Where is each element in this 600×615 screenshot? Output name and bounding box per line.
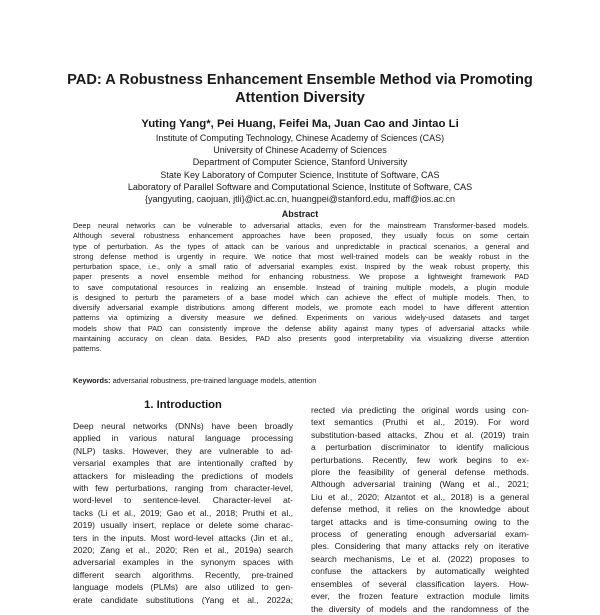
body-line: versarial examples that are intentionally crafted by (73, 458, 293, 469)
body-line: ples. Considering that many attacks rely on iterative (311, 541, 529, 552)
body-line: Although adversarial training (Wang et al., 2021; (311, 479, 529, 490)
body-line: a perturbation discriminator to identify malicious (311, 442, 529, 453)
abstract-line: patterns via optimizing a diversity measure we defined. Experiments on various widely-used datasets and target (73, 313, 529, 323)
affiliation-line: University of Chinese Academy of Sciences (213, 145, 387, 156)
body-line: erate candidate substitutions (Yang et al., 2022a; (73, 594, 293, 605)
keywords-label: Keywords: (73, 376, 111, 385)
abstract-line: models show that PAD can consistently improve the defense ability against many types of adversarial attacks while (73, 323, 529, 333)
affiliation-line: Institute of Computing Technology, Chinese Academy of Sciences (CAS) (155, 133, 445, 143)
body-line: different search algorithms. Recently, pre-trained (73, 569, 293, 580)
author-list: Yuting Yang*, Pei Huang, Feifei Ma, Juan Cao and Jintao Li (141, 118, 459, 130)
body-line: 2020; Zang et al., 2020; Ren et al., 2019a) search (73, 545, 293, 556)
abstract-line: perturbation space, i.e., only a small ratio of adversarial examples exist. Inspired by the weak robust property, this (73, 262, 529, 271)
affiliation-line: Department of Computer Science, Stanford University (192, 157, 408, 168)
body-line: ensembles of several classification layers. How- (311, 578, 529, 589)
body-line: perturbations. Recently, few work begins to ex- (311, 454, 529, 465)
body-line: Liu et al., 2020; Alzantot et al., 2018) is a general (311, 491, 529, 502)
title-line: Attention Diversity (235, 90, 365, 106)
abstract-line: type of perturbation. As the types of attack can be various and unpredictable in practical scenarios, a general and (73, 241, 529, 251)
body-line: substitution-based attacks, Zhou et al. (2019) train (311, 429, 529, 440)
abstract-line: maintaining accuracy on clean data. Besides, PAD also presents good interpretability via visualizing diverse attention (73, 333, 529, 343)
abstract-line: strong defense method is urgently in require. We notice that most well-trained models can be weakly robust in the (73, 251, 529, 261)
body-line: ters in the inputs. Most word-level attacks (Jin et al., (73, 532, 293, 543)
abstract-line: to save computational resources in realizing an ensemble. Instead of training multiple models, a plugin module (73, 282, 529, 292)
abstract-line: is designed to perturb the parameters of a base model which can achieve the effect of multiple models. Then, to (73, 292, 529, 302)
abstract-body (73, 221, 529, 354)
body-line: search mechanisms, Le et al. (2022) proposes to (311, 553, 529, 564)
left-column-text (73, 420, 293, 606)
body-line: applied in various natural language processing (73, 433, 293, 444)
body-line: plore the feasibility of general defense methods. (311, 467, 529, 478)
body-line: process of generating enough adversarial exam- (311, 529, 529, 540)
body-line: 2019) usually insert, replace or delete some charac- (73, 520, 293, 531)
body-line: tacks (Li et al., 2019; Gao et al., 2018; Pruthi et al., (73, 507, 293, 518)
abstract-line: diversify adversarial example distributions among different models, we promote each model to have different attention (73, 303, 529, 312)
body-line: Deep neural networks (DNNs) have been broadly (73, 421, 293, 431)
body-line: attackers for misleading the predictions of models (73, 470, 293, 481)
abstract-line: paper presents a novel ensemble method for enhancing robustness. We propose a lightweight framework PAD (73, 272, 529, 282)
body-line: defense method, it relies on the knowledge about (311, 504, 529, 515)
body-line: the diversity of models and the randomness of the (311, 603, 529, 614)
body-line: ever, the frozen feature extraction module limits (311, 591, 529, 602)
title-line: PAD: A Robustness Enhancement Ensemble Method via Promoting (67, 72, 533, 88)
affiliation-line: State Key Laboratory of Computer Science, Institute of Software, CAS (160, 169, 440, 180)
abstract-heading: Abstract (281, 209, 319, 219)
body-line: text semantics (Pruthi et al., 2019). For word (311, 417, 529, 428)
section-heading-introduction: 1. Introduction (144, 399, 222, 411)
keywords-text: adversarial robustness, pre-trained language models, attention (112, 376, 317, 385)
body-line: target attacks and is time-consuming owing to the (311, 516, 529, 527)
body-line: language models (PLMs) are also utilized to gen- (73, 582, 293, 593)
body-line: adversarial examples in the synonym spaces with (73, 557, 293, 568)
right-column-text (311, 404, 529, 615)
body-line: (NLP) tasks. However, they are vulnerable to ad- (73, 445, 293, 456)
abstract-line: Although several robustness enhancement approaches have been proposed, they usually focus on some certain (73, 231, 529, 241)
abstract-line: Deep neural networks can be vulnerable to adversarial attacks, even for the mainstream Transformer-based models. (73, 221, 529, 230)
paper-title (0, 71, 600, 107)
author-emails: {yangyuting, caojuan, jtli}@ict.ac.cn, huangpei@stanford.edu, maff@ios.ac.cn (145, 194, 455, 205)
keywords (73, 376, 529, 386)
abstract-line: patterns. (73, 344, 102, 353)
body-line: rected via predicting the original words using con- (311, 405, 529, 415)
body-line: word-level to sentence-level. Character-level at- (73, 495, 293, 506)
body-line: with few perturbations, ranging from character-level, (73, 483, 293, 494)
affiliations (0, 132, 600, 205)
affiliation-line: Laboratory of Parallel Software and Computational Science, Institute of Software, CAS (127, 181, 473, 192)
body-line: confuse the attackers by automatically weighted (311, 566, 529, 577)
